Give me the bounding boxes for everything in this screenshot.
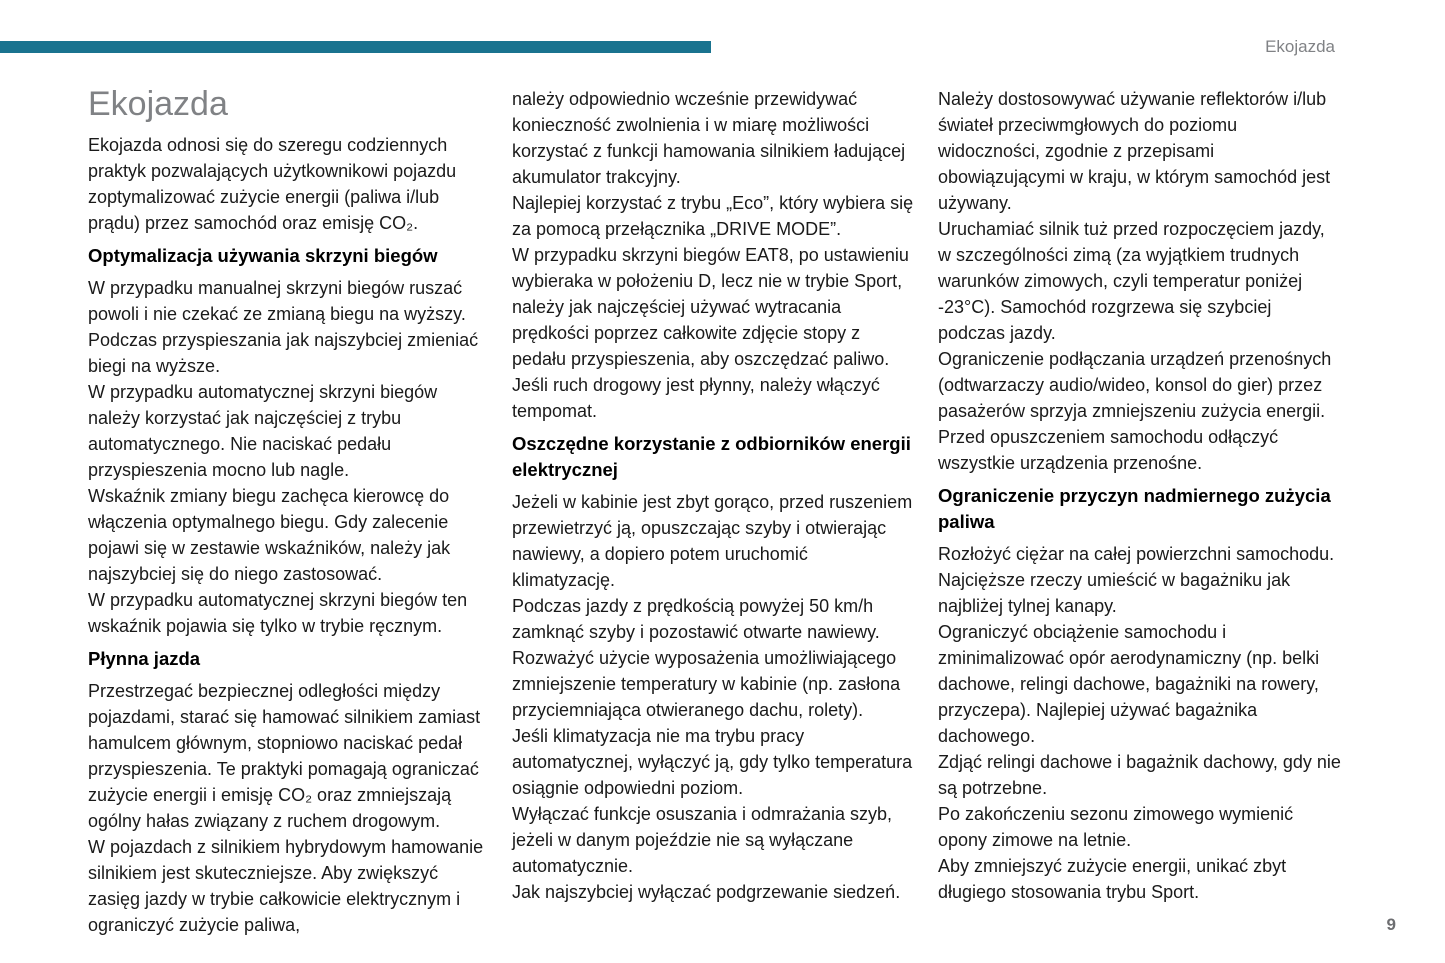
- paragraph: W przypadku manualnej skrzyni biegów ruszać powoli i nie czekać ze zmianą biegu na wyższy. Podczas przyspieszania jak najszybciej zmieniać biegi na wyższe.: [88, 278, 479, 376]
- paragraph: Wyłączać funkcje osuszania i odmrażania szyb, jeżeli w danym pojeździe nie są wyłączane automatycznie.: [512, 804, 893, 876]
- paragraph: Po zakończeniu sezonu zimowego wymienić opony zimowe na letnie.: [938, 804, 1294, 850]
- paragraph: Jeżeli w kabinie jest zbyt gorąco, przed ruszeniem przewietrzyć ją, opuszczając szyby i otwierając nawiewy, a dopiero potem uruchomić klimatyzację.: [512, 492, 913, 590]
- text-column-left: [88, 84, 491, 938]
- paragraph: Jak najszybciej wyłączać podgrzewanie siedzeń.: [512, 882, 901, 902]
- text-column-right: [938, 86, 1341, 905]
- paragraph: Najlepiej korzystać z trybu „Eco”, który wybiera się za pomocą przełącznika „DRIVE MODE”.: [512, 193, 914, 239]
- paragraph: Przestrzegać bezpiecznej odległości między pojazdami, starać się hamować silnikiem zamiast hamulcem głównym, stopniowo naciskać pedał przyspieszenia. Te praktyki pomagają ograniczać zużycie energii i emisję CO₂ oraz zmniejszają ogólny hałas związany z ruchem drogowym.: [88, 681, 481, 831]
- running-header-title: Ekojazda: [1265, 37, 1335, 56]
- paragraph: W przypadku automatycznej skrzyni biegów ten wskaźnik pojawia się tylko w trybie ręcznym.: [88, 590, 468, 636]
- paragraph: Rozważyć użycie wyposażenia umożliwiającego zmniejszenie temperatury w kabinie (np. zasłona przyciemniająca otwieranego dachu, rolety).: [512, 648, 901, 720]
- paragraph: należy odpowiednio wcześnie przewidywać konieczność zwolnienia i w miarę możliwości korzystać z funkcji hamowania silnikiem ładującej akumulator trakcyjny.: [512, 89, 906, 187]
- paragraph: Jeśli klimatyzacja nie ma trybu pracy automatycznej, wyłączyć ją, gdy tylko temperatura osiągnie odpowiedni poziom.: [512, 726, 913, 798]
- page-title: Ekojazda: [88, 85, 228, 123]
- section-heading-smooth-driving: Płynna jazda: [88, 648, 201, 669]
- paragraph: Aby zmniejszyć zużycie energii, unikać zbyt długiego stosowania trybu Sport.: [938, 856, 1287, 902]
- paragraph: Uruchamiać silnik tuż przed rozpoczęciem jazdy, w szczególności zimą (za wyjątkiem trudnych warunków zimowych, czyli temperatur poniżej -23°C). Samochód rozgrzewa się szybciej podczas jazdy.: [938, 219, 1325, 343]
- paragraph: Ograniczyć obciążenie samochodu i zminimalizować opór aerodynamiczny (np. belki dachowe, relingi dachowe, bagażniki na rowery, przyczepa). Najlepiej używać bagażnika dachowego.: [938, 622, 1320, 746]
- section-heading-fuel-consumption-causes: Ograniczenie przyczyn nadmiernego zużycia paliwa: [938, 485, 1331, 532]
- section-heading-gearbox-optimization: Optymalizacja używania skrzyni biegów: [88, 245, 438, 266]
- page-number: 9: [1386, 915, 1396, 934]
- paragraph: W przypadku automatycznej skrzyni biegów należy korzystać jak najczęściej z trybu automatycznego. Nie naciskać pedału przyspieszenia mocno lub nagle.: [88, 382, 438, 480]
- paragraph: Rozłożyć ciężar na całej powierzchni samochodu. Najcięższe rzeczy umieścić w bagażniku jak najbliżej tylnej kanapy.: [938, 544, 1335, 616]
- paragraph: Ekojazda odnosi się do szeregu codziennych praktyk pozwalających użytkownikowi pojazdu zoptymalizować zużycie energii (paliwa i/lub prądu) przez samochód oraz emisję CO₂.: [88, 135, 457, 233]
- section-heading-electrical-consumers: Oszczędne korzystanie z odbiorników energii elektrycznej: [512, 433, 911, 480]
- paragraph: Ograniczenie podłączania urządzeń przenośnych (odtwarzaczy audio/wideo, konsol do gier) przez pasażerów sprzyja zmniejszeniu zużycia energii.: [938, 349, 1332, 421]
- paragraph: Zdjąć relingi dachowe i bagażnik dachowy, gdy nie są potrzebne.: [938, 752, 1341, 798]
- paragraph: W pojazdach z silnikiem hybrydowym hamowanie silnikiem jest skuteczniejsze. Aby zwiększyć zasięg jazdy w trybie całkowicie elektrycznym i ograniczyć zużycie paliwa,: [88, 837, 484, 935]
- paragraph: W przypadku skrzyni biegów EAT8, po ustawieniu wybieraka w położeniu D, lecz nie w trybie Sport, należy jak najczęściej używać wytracania prędkości poprzez całkowite zdjęcie stopy z pedału przyspieszenia, aby oszczędzać paliwo.: [512, 245, 909, 369]
- paragraph: Należy dostosowywać używanie reflektorów i/lub świateł przeciwmgłowych do poziomu widoczności, zgodnie z przepisami obowiązującymi w kraju, w którym samochód jest używany.: [938, 89, 1331, 213]
- paragraph: Podczas jazdy z prędkością powyżej 50 km/h zamknąć szyby i pozostawić otwarte nawiewy.: [512, 596, 880, 642]
- paragraph: Przed opuszczeniem samochodu odłączyć wszystkie urządzenia przenośne.: [938, 427, 1279, 473]
- paragraph: Wskaźnik zmiany biegu zachęca kierowcę do włączenia optymalnego biegu. Gdy zalecenie pojawi się w zestawie wskaźników, należy jak najszybciej się do niego zastosować.: [88, 486, 451, 584]
- paragraph: Jeśli ruch drogowy jest płynny, należy włączyć tempomat.: [512, 375, 880, 421]
- text-column-middle: [512, 86, 915, 905]
- header-accent-bar: [0, 41, 711, 53]
